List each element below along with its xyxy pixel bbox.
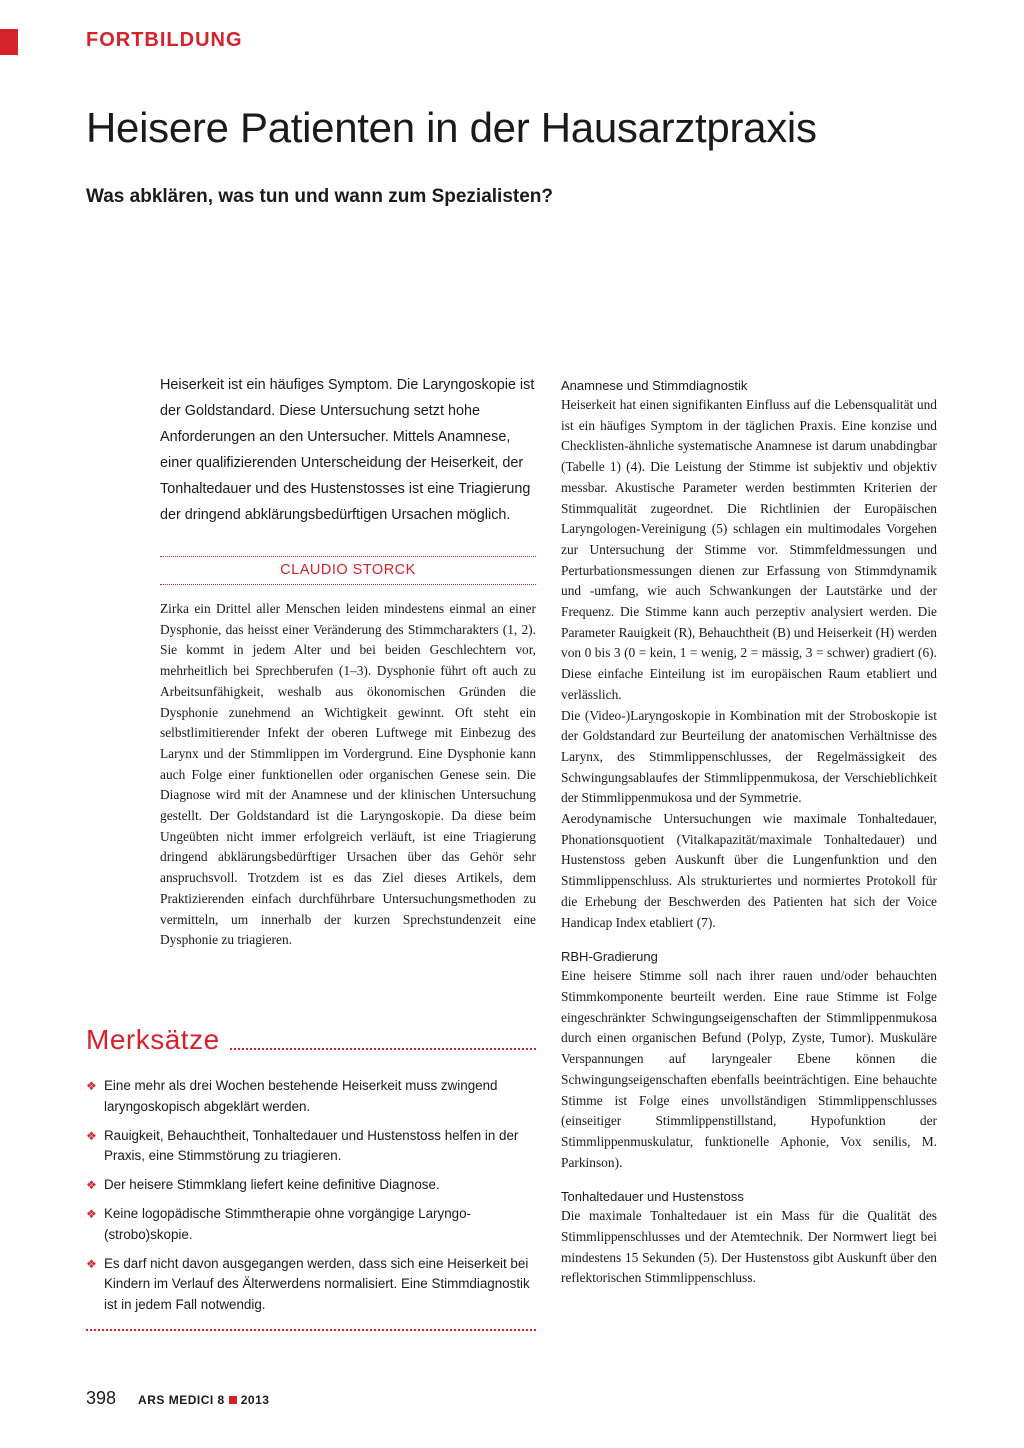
- list-item-text: Rauigkeit, Behauchtheit, Tonhaltedauer und Hustenstoss helfen in der Praxis, eine Stimmstörung zu triagieren.: [104, 1127, 519, 1163]
- list-item-text: Eine mehr als drei Wochen bestehende Heiserkeit muss zwingend laryngoskopisch abgeklärt werden.: [104, 1078, 498, 1114]
- issue-year: 2013: [240, 1393, 270, 1407]
- section-heading-tonhaltedauer: Tonhaltedauer und Hustenstoss: [561, 1189, 744, 1205]
- diamond-bullet-icon: ❖: [86, 1079, 97, 1093]
- section-color-bar: [0, 29, 18, 55]
- page-number: 398: [86, 1388, 117, 1408]
- merksaetze-dotted-rule: [230, 1048, 536, 1050]
- list-item: [86, 1204, 536, 1245]
- lead-paragraph: Heiserkeit ist ein häufiges Symptom. Die Laryngoskopie ist der Goldstandard. Diese Untersuchung setzt hohe Anforderungen an den Untersucher. Mittels Anamnese, einer qualifizierenden Unterscheidung der Heiserkeit, der Tonhaltedauer und des Hustenstosses ist eine Triagierung der dringend abklärungsbedürftigen Ursachen möglich.: [160, 377, 535, 523]
- diamond-bullet-icon: ❖: [86, 1178, 97, 1192]
- article-subtitle: Was abklären, was tun und wann zum Spezialisten?: [86, 186, 553, 207]
- list-item: [86, 1175, 536, 1196]
- body-paragraph: Heiserkeit hat einen signifikanten Einfluss auf die Lebensqualität und ist ein häufiges Symptom in der täglichen Praxis. Eine konzise und Checklisten-ähnliche systematische Anamnese ist darum unabdingbar (Tabelle 1) (4). Die Leistung der Stimme ist subjektiv und objektiv messbar. Akustische Parameter werden bestimmten Kriterien der Stimmqualität zugeordnet. Die Richtlinien der Europäischen Laryngologen-Vereinigung (5) schlagen ein multimodales Vorgehen zur Untersuchung der Stimme vor. Stimmfeldmessungen und Perturbationsmessungen dienen zur Erfassung von Stimmdynamik und -umfang, wie auch Schwankungen der Lautstärke und der Frequenz. Die Stimme kann auch perzeptiv analysiert werden. Die Parameter Rauigkeit (R), Behauchtheit (B) und Heiserkeit (H) werden von 0 bis 3 (0 = kein, 1 = wenig, 2 = mässig, 3 = schwer) gradiert (6). Diese einfache Einteilung ist im europäischen Raum etabliert und verlässlich.: [561, 397, 937, 702]
- right-column: [561, 377, 937, 1289]
- intro-paragraph: Zirka ein Drittel aller Menschen leiden mindestens einmal an einer Dysphonie, das heisst einer Veränderung des Stimmcharakters (1, 2). Sie kommt in jedem Alter und bei beiden Geschlechtern vor, mehrheitlich bei Sprechberufen (1–3). Dysphonie führt oft auch zu Arbeitsunfähigkeit, weshalb aus ökonomischen Gründen die Dysphonie zunehmend an Wichtigkeit gewinnt. Oft steht ein selbstlimitierender Infekt der oberen Luftwege mit Einbezug des Larynx und der Stimmlippen im Vordergrund. Eine Dysphonie kann auch Folge einer funktionellen oder organischen Genese sein. Die Diagnose wird mit der Anamnese und der klinischen Untersuchung gestellt. Der Goldstandard ist die Laryngoskopie. Da diese beim Ungeübten nicht immer erfolgreich verläuft, ist eine Triagierung dringend abklärungsbedürftiger Ursachen über das Gehör sehr anspruchsvoll. Trotzdem ist es das Ziel dieses Artikels, dem Praktizierenden einfach durchführbare Untersuchungsmethoden zu vermitteln, um innerhalb der kurzen Sprechstundenzeit eine Dysphonie zu triagieren.: [160, 601, 536, 948]
- list-item: [86, 1126, 536, 1167]
- body-paragraph: Aerodynamische Untersuchungen wie maximale Tonhaltedauer, Phonationsquotient (Vitalkapazität/maximale Tonhaltedauer) und Hustenstoss geben Auskunft über die Lungenfunktion und den Stimmlippenschluss. Als strukturiertes und normiertes Protokoll für die Erhebung der Beschwerden des Patienten hat sich der Voice Handicap Index etabliert (7).: [561, 811, 937, 930]
- merksaetze-bottom-rule: [86, 1329, 536, 1331]
- list-item: [86, 1076, 536, 1117]
- body-paragraph: Die maximale Tonhaltedauer ist ein Mass für die Qualität des Stimmlippenschlusses und der Atemtechnik. Der Normwert liegt bei mindestens 15 Sekunden (5). Der Hustenstoss gibt Auskunft über den reflektorischen Stimmlippenschluss.: [561, 1208, 937, 1286]
- diamond-bullet-icon: ❖: [86, 1256, 97, 1271]
- page-footer: [86, 1388, 269, 1409]
- section-label: FORTBILDUNG: [86, 29, 243, 51]
- merksaetze-box: [86, 1024, 536, 1331]
- footer-square-icon: [229, 1396, 237, 1404]
- article-title: Heisere Patienten in der Hausarztpraxis: [86, 104, 817, 151]
- body-paragraph: Die (Video-)Laryngoskopie in Kombination mit der Stroboskopie ist der Goldstandard zur Beurteilung der anatomischen Verhältnisse des Larynx, des Stimmlippenschlusses, der Regelmässigkeit des Schwingungsablaufes der Stimmlippenmukosa, der Verschieblichkeit der Stimmlippenmukosa und der Symmetrie.: [561, 707, 937, 806]
- left-column: [160, 372, 536, 951]
- body-paragraph: Eine heisere Stimme soll nach ihrer rauen und/oder behauchten Stimmkomponente beurteilt werden. Eine raue Stimme ist Folge eingeschränkter Schwingungseigenschaften der Stimmlippenmukosa durch einen organischen Befund (Polyp, Zyste, Tumor). Muskuläre Verspannungen auf laryngealer Ebene können die Schwingungseigenschaften ebenfalls beeinträchtigen. Eine behauchte Stimme ist Folge eines unvollständigen Stimmlippenschlusses (einseitiger Stimmlippenstillstand, Hypofunktion der Stimmlippenmuskulatur, funktionelle Aphonie, Vox senilis, M. Parkinson).: [561, 968, 937, 1170]
- journal-name: ARS MEDICI 8: [138, 1393, 225, 1407]
- merksaetze-title: Merksätze: [86, 1024, 220, 1055]
- section-heading-rbh: RBH-Gradierung: [561, 949, 658, 965]
- section-heading-anamnese: Anamnese und Stimmdiagnostik: [561, 378, 748, 393]
- author-block: [160, 556, 536, 585]
- author-divider-bottom: [160, 584, 536, 585]
- list-item-text: Keine logopädische Stimmtherapie ohne vorgängige Laryngo-(strobo)skopie.: [104, 1206, 471, 1242]
- diamond-bullet-icon: ❖: [86, 1128, 97, 1143]
- list-item-text: Es darf nicht davon ausgegangen werden, dass sich eine Heiserkeit bei Kindern im Verlauf des Älterwerdens normalisiert. Eine Stimmdiagnostik ist in jedem Fall notwendig.: [104, 1255, 530, 1312]
- list-item-text: Der heisere Stimmklang liefert keine definitive Diagnose.: [104, 1177, 440, 1192]
- diamond-bullet-icon: ❖: [86, 1207, 97, 1221]
- merksaetze-list: [86, 1076, 536, 1315]
- merksaetze-header: [86, 1024, 536, 1056]
- author-name: CLAUDIO STORCK: [280, 562, 416, 578]
- list-item: [86, 1254, 536, 1316]
